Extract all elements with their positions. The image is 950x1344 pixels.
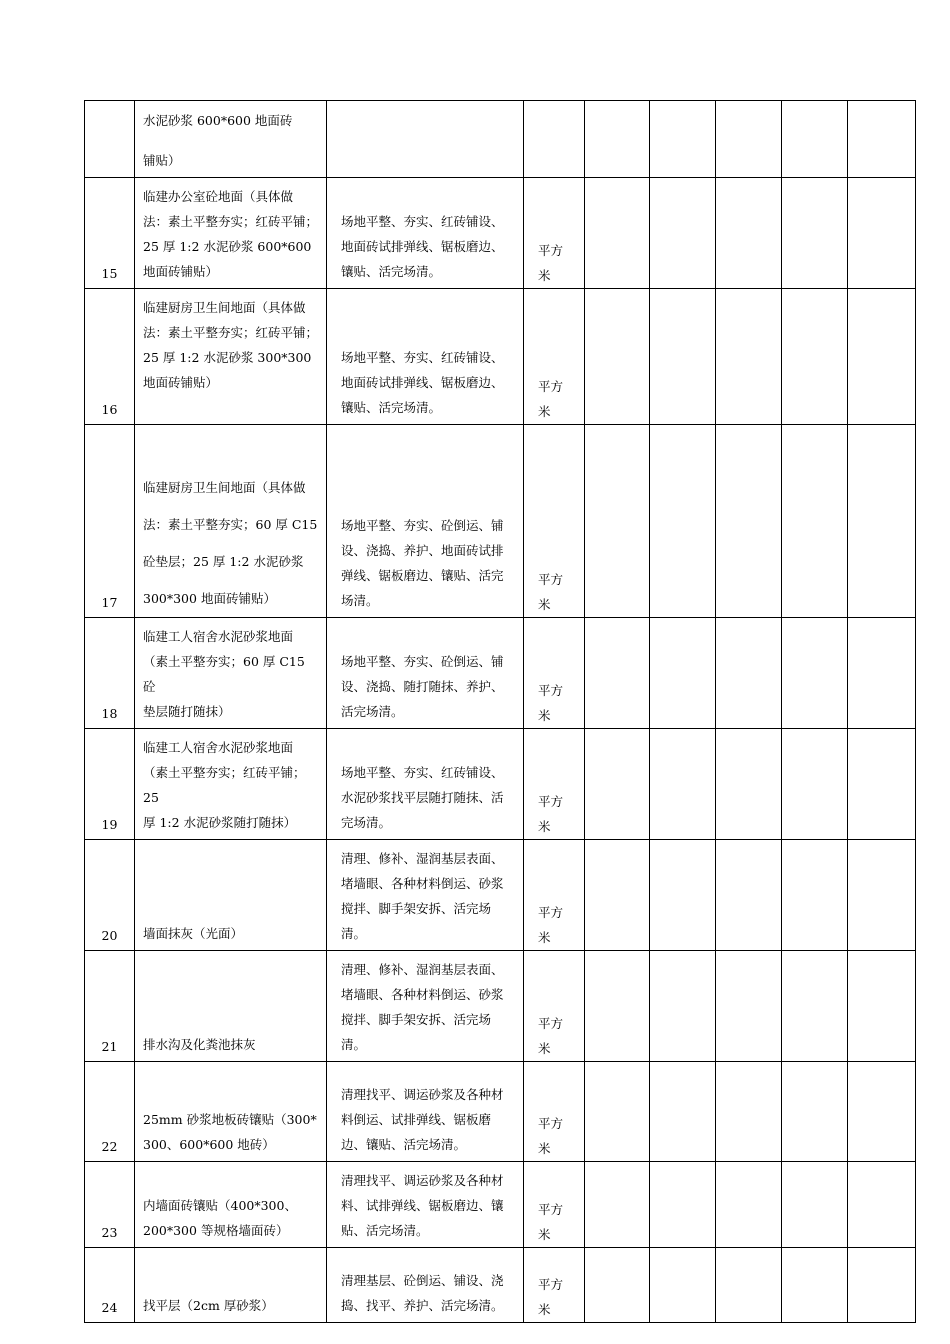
unit: 平方 米 [524,1162,585,1248]
blank-cell [716,729,782,840]
row-number: 24 [85,1248,135,1323]
blank-cell [650,618,716,729]
table-row [85,289,916,425]
row-number: 21 [85,951,135,1062]
blank-cell [650,729,716,840]
blank-cell [848,618,916,729]
item-name: 水泥砂浆 600*600 地面砖 铺贴） [135,101,327,178]
unit: 平方 米 [524,425,585,618]
work-content: 场地平整、夯实、红砖铺设、 地面砖试排弹线、锯板磨边、 镶贴、活完场清。 [327,178,524,289]
blank-cell [650,1248,716,1323]
unit: 平方 米 [524,951,585,1062]
quota-table [84,100,916,1323]
unit: 平方 米 [524,178,585,289]
blank-cell [650,101,716,178]
blank-cell [650,951,716,1062]
work-content: 场地平整、夯实、红砖铺设、 水泥砂浆找平层随打随抹、活 完场清。 [327,729,524,840]
row-number: 23 [85,1162,135,1248]
blank-cell [650,425,716,618]
unit: 平方 米 [524,1062,585,1162]
row-number: 15 [85,178,135,289]
item-name: 临建办公室砼地面（具体做 法：素土平整夯实；红砖平铺； 25 厚 1:2 水泥砂浆 600*600 地面砖铺贴） [135,178,327,289]
row-number: 19 [85,729,135,840]
table-row [85,1248,916,1323]
blank-cell [716,618,782,729]
item-name: 临建厨房卫生间地面（具体做 法：素土平整夯实；60 厚 C15 砼垫层；25 厚 1:2 水泥砂浆 300*300 地面砖铺贴） [135,425,327,618]
blank-cell [650,840,716,951]
blank-cell [782,101,848,178]
item-name: 内墙面砖镶贴（400*300、 200*300 等规格墙面砖） [135,1162,327,1248]
blank-cell [716,840,782,951]
unit: 平方 米 [524,840,585,951]
table-row [85,951,916,1062]
work-content: 场地平整、夯实、砼倒运、铺 设、浇捣、养护、地面砖试排 弹线、锯板磨边、镶贴、活完 场清。 [327,425,524,618]
blank-cell [585,101,650,178]
blank-cell [782,289,848,425]
blank-cell [585,1162,650,1248]
blank-cell [585,425,650,618]
blank-cell [585,178,650,289]
work-content: 清理、修补、湿润基层表面、 堵墙眼、各种材料倒运、砂浆 搅拌、脚手架安拆、活完场 清。 [327,951,524,1062]
blank-cell [848,1162,916,1248]
unit: 平方 米 [524,289,585,425]
blank-cell [716,1062,782,1162]
blank-cell [782,840,848,951]
blank-cell [848,1062,916,1162]
blank-cell [716,178,782,289]
work-content: 清理、修补、湿润基层表面、 堵墙眼、各种材料倒运、砂浆 搅拌、脚手架安拆、活完场 清。 [327,840,524,951]
unit [524,101,585,178]
blank-cell [585,618,650,729]
item-name: 25mm 砂浆地板砖镶贴（300* 300、600*600 地砖） [135,1062,327,1162]
blank-cell [782,178,848,289]
blank-cell [716,1162,782,1248]
item-name: 排水沟及化粪池抹灰 [135,951,327,1062]
work-content: 清理基层、砼倒运、铺设、浇 捣、找平、养护、活完场清。 [327,1248,524,1323]
blank-cell [650,1062,716,1162]
blank-cell [782,425,848,618]
row-number: 18 [85,618,135,729]
blank-cell [848,425,916,618]
blank-cell [848,1248,916,1323]
unit: 平方 米 [524,1248,585,1323]
work-content [327,101,524,178]
blank-cell [782,951,848,1062]
blank-cell [716,425,782,618]
blank-cell [585,1248,650,1323]
table-row [85,729,916,840]
blank-cell [716,951,782,1062]
item-name: 墙面抹灰（光面） [135,840,327,951]
work-content: 场地平整、夯实、红砖铺设、 地面砖试排弹线、锯板磨边、 镶贴、活完场清。 [327,289,524,425]
blank-cell [650,178,716,289]
unit: 平方 米 [524,729,585,840]
blank-cell [650,289,716,425]
blank-cell [782,618,848,729]
blank-cell [716,289,782,425]
item-name: 临建工人宿舍水泥砂浆地面 （素土平整夯实；红砖平铺；25 厚 1:2 水泥砂浆随打随抹） [135,729,327,840]
work-content: 清理找平、调运砂浆及各种材 料倒运、试排弹线、锯板磨 边、镶贴、活完场清。 [327,1062,524,1162]
blank-cell [585,729,650,840]
row-number: 17 [85,425,135,618]
item-name: 临建厨房卫生间地面（具体做 法：素土平整夯实；红砖平铺； 25 厚 1:2 水泥砂浆 300*300 地面砖铺贴） [135,289,327,425]
item-name: 找平层（2cm 厚砂浆） [135,1248,327,1323]
unit: 平方 米 [524,618,585,729]
row-number: 20 [85,840,135,951]
row-number [85,101,135,178]
table-row [85,425,916,618]
table-row [85,1162,916,1248]
blank-cell [848,951,916,1062]
blank-cell [848,729,916,840]
row-number: 22 [85,1062,135,1162]
blank-cell [585,289,650,425]
table-row [85,178,916,289]
blank-cell [848,178,916,289]
table-row [85,840,916,951]
blank-cell [585,951,650,1062]
blank-cell [848,289,916,425]
table-row [85,618,916,729]
blank-cell [716,1248,782,1323]
item-name: 临建工人宿舍水泥砂浆地面 （素土平整夯实；60 厚 C15 砼 垫层随打随抹） [135,618,327,729]
blank-cell [585,1062,650,1162]
blank-cell [782,1062,848,1162]
blank-cell [716,101,782,178]
blank-cell [782,729,848,840]
row-number: 16 [85,289,135,425]
blank-cell [848,101,916,178]
blank-cell [782,1162,848,1248]
work-content: 场地平整、夯实、砼倒运、铺 设、浇捣、随打随抹、养护、 活完场清。 [327,618,524,729]
blank-cell [650,1162,716,1248]
table-row [85,101,916,178]
blank-cell [585,840,650,951]
blank-cell [782,1248,848,1323]
blank-cell [848,840,916,951]
work-content: 清理找平、调运砂浆及各种材 料、试排弹线、锯板磨边、镶 贴、活完场清。 [327,1162,524,1248]
table-row [85,1062,916,1162]
